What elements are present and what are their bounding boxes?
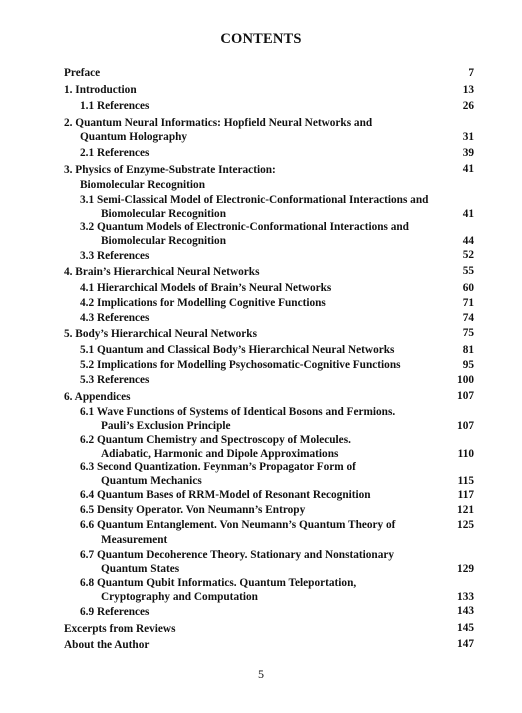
toc-entry-label: 3.1 Semi-Classical Model of Electronic-Conformational Interactions and	[80, 194, 429, 206]
toc-page-number: 145	[457, 622, 474, 634]
toc-entry-label: 6.5 Density Operator. Von Neumann’s Entropy	[80, 504, 306, 516]
toc-page-number: 74	[462, 312, 474, 324]
toc-entry-label: 3. Physics of Enzyme-Substrate Interaction:	[64, 164, 276, 176]
toc-page-number: 129	[457, 563, 474, 575]
toc-entry-label: 1.1 References	[80, 100, 150, 112]
toc-entry-label: 5.2 Implications for Modelling Psychosomatic-Cognitive Functions	[80, 359, 401, 371]
toc-entry-label: Excerpts from Reviews	[64, 623, 176, 635]
toc-page-number: 31	[462, 131, 474, 143]
toc-page-number: 110	[457, 448, 474, 460]
toc-page-number: 143	[457, 605, 474, 617]
toc-entry-label: 6.6 Quantum Entanglement. Von Neumann’s Quantum Theory of	[80, 519, 396, 531]
toc-page-number: 133	[457, 591, 474, 603]
toc-page-number: 41	[462, 163, 474, 175]
toc-entry-label: 6.7 Quantum Decoherence Theory. Stationary and Nonstationary	[80, 549, 395, 561]
toc-entry-label: 6.2 Quantum Chemistry and Spectroscopy of Molecules.	[80, 434, 351, 446]
toc-page-number: 7	[468, 67, 474, 79]
toc-page-number: 52	[462, 249, 474, 261]
toc-page-number: 81	[462, 344, 474, 356]
toc-entry-label: 6.9 References	[80, 606, 150, 618]
toc-page-number: 107	[457, 420, 474, 432]
toc-entry-label: 2. Quantum Neural Informatics: Hopfield Neural Networks and	[64, 117, 373, 129]
toc-entry-label: 6. Appendices	[64, 391, 131, 403]
toc-entry-label: 6.8 Quantum Qubit Informatics. Quantum Teleportation,	[80, 577, 357, 589]
toc-page-number: 107	[457, 390, 474, 402]
toc-entry-label: 3.3 References	[80, 250, 150, 262]
toc-entry-label: Biomolecular Recognition	[80, 179, 205, 191]
toc-entry-label: Biomolecular Recognition	[101, 208, 226, 220]
toc-entry-label: Measurement	[101, 534, 168, 546]
toc-page-number: 41	[462, 208, 474, 220]
toc-page-number: 26	[462, 100, 474, 112]
toc-page-number: 60	[462, 282, 474, 294]
toc-page-number: 121	[457, 504, 474, 516]
toc-page-number: 55	[462, 265, 474, 277]
toc-page-number: 95	[462, 359, 474, 371]
toc-entry-label: 4.2 Implications for Modelling Cognitive Functions	[80, 297, 326, 309]
toc-entry-label: 3.2 Quantum Models of Electronic-Conformational Interactions and	[80, 221, 409, 233]
toc-entry-label: 5.3 References	[80, 374, 150, 386]
toc-entry-label: 2.1 References	[80, 147, 150, 159]
toc-entry-label: 6.4 Quantum Bases of RRM-Model of Resonant Recognition	[80, 489, 371, 501]
toc-entry-label: Preface	[64, 67, 101, 79]
toc-entry-label: Cryptography and Computation	[101, 591, 258, 603]
toc-entry-label: 5. Body’s Hierarchical Neural Networks	[64, 328, 257, 340]
toc-entry-label: Adiabatic, Harmonic and Dipole Approximations	[101, 448, 339, 460]
toc-page-number: 13	[462, 84, 474, 96]
toc-page-number: 75	[462, 327, 474, 339]
toc-entry-label: Quantum Mechanics	[101, 475, 202, 487]
toc-entry-label: 6.3 Second Quantization. Feynman’s Propagator Form of	[80, 461, 356, 473]
toc-entry-label: Pauli’s Exclusion Principle	[101, 420, 231, 432]
toc-entry-label: Biomolecular Recognition	[101, 235, 226, 247]
toc-entry-label: 1. Introduction	[64, 84, 137, 96]
toc-page-number: 115	[457, 475, 474, 487]
toc-page-number: 125	[457, 519, 474, 531]
page-title: CONTENTS	[220, 31, 302, 47]
toc-entry-label: 4.1 Hierarchical Models of Brain’s Neural Networks	[80, 282, 332, 294]
toc-page-number: 100	[457, 374, 474, 386]
page-number: 5	[258, 667, 264, 681]
toc-page-number: 147	[457, 638, 474, 650]
toc-entry-label: 4.3 References	[80, 312, 150, 324]
toc-page-number: 71	[462, 297, 474, 309]
toc-page-number: 44	[462, 235, 474, 247]
toc-entry-label: 5.1 Quantum and Classical Body’s Hierarchical Neural Networks	[80, 344, 395, 356]
toc-entry-label: 4. Brain’s Hierarchical Neural Networks	[64, 266, 260, 278]
toc-entry-label: About the Author	[64, 639, 150, 651]
toc-entry-label: Quantum States	[101, 563, 180, 575]
toc-page-number: 117	[457, 489, 474, 501]
toc-entry-label: 6.1 Wave Functions of Systems of Identical Bosons and Fermions.	[80, 406, 396, 418]
toc-page-number: 39	[462, 147, 474, 159]
toc-entry-label: Quantum Holography	[80, 131, 188, 143]
